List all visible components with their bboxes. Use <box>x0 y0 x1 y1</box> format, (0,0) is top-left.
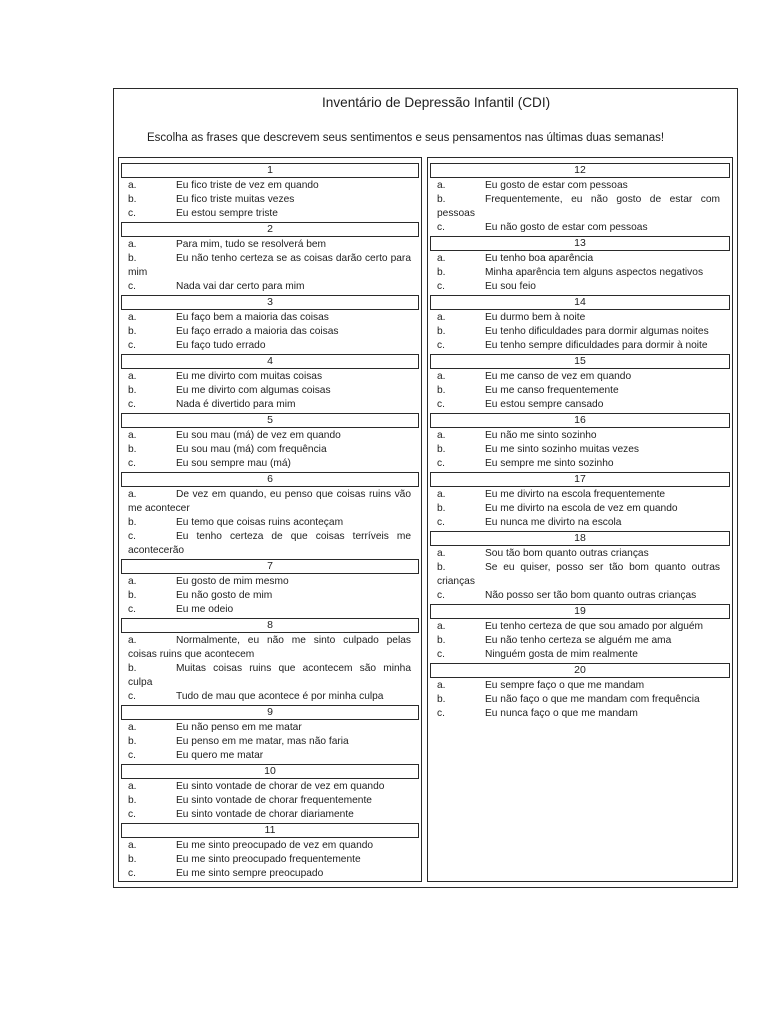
option-letter: b. <box>437 385 446 396</box>
option-line <box>437 311 720 325</box>
question-number: 9 <box>121 705 419 720</box>
option-letter: a. <box>437 548 446 559</box>
option-text: Eu não gosto de estar com pessoas <box>485 222 648 233</box>
answer-option <box>428 429 732 443</box>
option-line <box>437 325 720 339</box>
answer-option <box>428 443 732 457</box>
option-text: Eu não me sinto sozinho <box>485 430 597 441</box>
option-line <box>128 794 411 808</box>
option-letter: a. <box>128 576 137 587</box>
option-text: Eu sinto vontade de chorar diariamente <box>176 809 354 820</box>
option-letter: c. <box>437 590 445 601</box>
option-text: Eu nunca faço o que me mandam <box>485 708 638 719</box>
option-letter: b. <box>437 562 446 573</box>
option-letter: a. <box>128 722 137 733</box>
question-block <box>119 823 421 881</box>
option-letter: b. <box>437 194 446 205</box>
question-number: 18 <box>430 531 730 546</box>
option-text: Tudo de mau que acontece é por minha culpa <box>176 691 384 702</box>
question-number: 3 <box>121 295 419 310</box>
question-number: 12 <box>430 163 730 178</box>
answer-option <box>428 398 732 412</box>
answer-option <box>119 735 421 749</box>
option-line <box>128 839 411 853</box>
option-letter: c. <box>128 604 136 615</box>
answer-option <box>119 589 421 603</box>
option-letter: c. <box>128 691 136 702</box>
option-text: Eu sinto vontade de chorar frequentemente <box>176 795 372 806</box>
question-number: 14 <box>430 295 730 310</box>
answer-option <box>428 384 732 398</box>
option-text: Eu sou mau (má) com frequência <box>176 444 327 455</box>
option-line <box>128 457 411 471</box>
question-block <box>119 559 421 617</box>
answer-option <box>428 179 732 193</box>
question-block <box>119 222 421 294</box>
option-line <box>128 207 411 221</box>
answer-option <box>428 561 732 589</box>
answer-option <box>428 707 732 721</box>
answer-option <box>119 370 421 384</box>
option-letter: c. <box>437 340 445 351</box>
answer-option <box>119 516 421 530</box>
answer-option <box>119 325 421 339</box>
question-number: 8 <box>121 618 419 633</box>
instructions-text: Escolha as frases que descrevem seus sentimentos e seus pensamentos nas últimas duas semanas! <box>147 132 665 144</box>
option-text: Eu tenho boa aparência <box>485 253 594 264</box>
option-letter: c. <box>128 281 136 292</box>
option-line <box>128 662 411 676</box>
question-number: 2 <box>121 222 419 237</box>
option-text: Eu não gosto de mim <box>176 590 273 601</box>
inventory-sheet <box>113 88 738 888</box>
answer-option <box>119 238 421 252</box>
question-number: 1 <box>121 163 419 178</box>
option-text-continued: acontecerão <box>128 545 185 556</box>
option-line <box>128 589 411 603</box>
answer-option <box>428 325 732 339</box>
option-text: Eu me divirto na escola de vez em quando <box>485 503 678 514</box>
option-line <box>437 339 720 353</box>
question-column-left <box>118 157 422 882</box>
option-line <box>128 252 411 266</box>
option-line <box>437 429 720 443</box>
question-number: 19 <box>430 604 730 619</box>
question-number: 15 <box>430 354 730 369</box>
answer-option <box>119 457 421 471</box>
answer-option <box>119 867 421 881</box>
option-line <box>128 488 411 502</box>
answer-option <box>428 516 732 530</box>
option-text: Eu faço tudo errado <box>176 340 266 351</box>
question-number: 13 <box>430 236 730 251</box>
option-letter: a. <box>437 253 446 264</box>
option-text: Eu tenho certeza de que coisas terríveis me <box>176 531 411 542</box>
answer-option <box>119 339 421 353</box>
answer-option <box>119 690 421 704</box>
option-line <box>128 325 411 339</box>
option-line <box>128 516 411 530</box>
option-line <box>128 721 411 735</box>
question-number: 5 <box>121 413 419 428</box>
answer-option <box>119 749 421 763</box>
option-text-continued: coisas ruins que acontecem <box>128 649 255 660</box>
answer-option <box>119 808 421 822</box>
option-text-continued: culpa <box>128 677 153 688</box>
option-text: De vez em quando, eu penso que coisas ruins vão <box>176 489 411 500</box>
option-line <box>128 398 411 412</box>
answer-option <box>119 488 421 516</box>
answer-option <box>428 193 732 221</box>
option-letter: b. <box>128 854 137 865</box>
answer-option <box>119 429 421 443</box>
option-letter: c. <box>437 458 445 469</box>
option-letter: b. <box>128 736 137 747</box>
question-block <box>428 531 732 603</box>
option-letter: b. <box>128 385 137 396</box>
question-block <box>428 604 732 662</box>
option-letter: a. <box>128 239 137 250</box>
option-line <box>128 780 411 794</box>
answer-option <box>119 280 421 294</box>
option-letter: c. <box>128 531 136 542</box>
option-text: Eu me sinto sozinho muitas vezes <box>485 444 640 455</box>
answer-option <box>119 398 421 412</box>
option-letter: b. <box>128 590 137 601</box>
question-block <box>428 163 732 235</box>
option-text: Eu sou mau (má) de vez em quando <box>176 430 341 441</box>
option-text: Para mim, tudo se resolverá bem <box>176 239 327 250</box>
option-line <box>437 561 720 575</box>
answer-option <box>428 648 732 662</box>
option-line <box>437 620 720 634</box>
question-number: 20 <box>430 663 730 678</box>
option-line <box>437 634 720 648</box>
question-number: 6 <box>121 472 419 487</box>
option-text: Eu me canso frequentemente <box>485 385 619 396</box>
option-text: Eu quero me matar <box>176 750 264 761</box>
option-text: Eu tenho certeza de que sou amado por alguém <box>485 621 704 632</box>
option-text: Nada vai dar certo para mim <box>176 281 305 292</box>
option-text: Eu estou sempre triste <box>176 208 278 219</box>
option-line <box>128 339 411 353</box>
option-letter: c. <box>437 222 445 233</box>
answer-option <box>428 634 732 648</box>
option-text-continued: crianças <box>437 576 475 587</box>
option-text: Eu sempre me sinto sozinho <box>485 458 614 469</box>
answer-option <box>428 311 732 325</box>
option-letter: a. <box>128 635 137 646</box>
option-text: Eu faço bem a maioria das coisas <box>176 312 329 323</box>
option-letter: b. <box>128 663 137 674</box>
option-line <box>437 384 720 398</box>
option-letter: b. <box>437 635 446 646</box>
option-letter: c. <box>128 399 136 410</box>
option-text: Eu gosto de estar com pessoas <box>485 180 628 191</box>
question-block <box>428 354 732 412</box>
option-text: Eu me sinto preocupado de vez em quando <box>176 840 374 851</box>
option-text: Eu sempre faço o que me mandam <box>485 680 645 691</box>
question-block <box>119 295 421 353</box>
option-letter: a. <box>128 430 137 441</box>
option-text: Se eu quiser, posso ser tão bom quanto outras <box>485 562 720 573</box>
option-line <box>128 193 411 207</box>
answer-option <box>119 780 421 794</box>
option-text-continued: pessoas <box>437 208 475 219</box>
answer-option <box>428 457 732 471</box>
option-line <box>437 679 720 693</box>
question-block <box>428 295 732 353</box>
option-letter: b. <box>437 326 446 337</box>
answer-option <box>119 193 421 207</box>
option-line <box>128 238 411 252</box>
answer-option <box>428 252 732 266</box>
option-text: Eu sou sempre mau (má) <box>176 458 291 469</box>
question-number: 16 <box>430 413 730 428</box>
option-letter: c. <box>437 399 445 410</box>
answer-option <box>119 839 421 853</box>
answer-option <box>428 679 732 693</box>
question-block <box>428 236 732 294</box>
question-block <box>119 618 421 704</box>
option-text: Frequentemente, eu não gosto de estar com <box>485 194 720 205</box>
option-letter: b. <box>437 444 446 455</box>
option-letter: a. <box>437 180 446 191</box>
option-letter: b. <box>128 326 137 337</box>
option-text: Não posso ser tão bom quanto outras crianças <box>485 590 697 601</box>
option-letter: b. <box>128 795 137 806</box>
answer-option <box>428 221 732 235</box>
option-letter: c. <box>128 340 136 351</box>
answer-option <box>428 266 732 280</box>
option-letter: a. <box>437 312 446 323</box>
option-line <box>128 690 411 704</box>
option-line <box>128 603 411 617</box>
option-letter: b. <box>128 444 137 455</box>
option-text: Eu não tenho certeza se as coisas darão certo para <box>176 253 411 264</box>
option-text-continued: mim <box>128 267 148 278</box>
option-line <box>437 502 720 516</box>
question-block <box>119 354 421 412</box>
option-letter: c. <box>437 517 445 528</box>
question-block <box>119 163 421 221</box>
answer-option <box>428 693 732 707</box>
option-text: Ninguém gosta de mim realmente <box>485 649 638 660</box>
document-title: Inventário de Depressão Infantil (CDI) <box>322 95 551 110</box>
option-line <box>128 280 411 294</box>
option-text: Eu tenho dificuldades para dormir algumas noites <box>485 326 709 337</box>
option-text: Eu me odeio <box>176 604 234 615</box>
option-line <box>128 370 411 384</box>
answer-option <box>119 207 421 221</box>
answer-option <box>119 794 421 808</box>
option-text: Muitas coisas ruins que acontecem são minha <box>176 663 411 674</box>
answer-option <box>119 384 421 398</box>
option-text: Eu fico triste de vez em quando <box>176 180 319 191</box>
answer-option <box>119 721 421 735</box>
option-line <box>437 193 720 207</box>
option-text: Eu não tenho certeza se alguém me ama <box>485 635 672 646</box>
option-line <box>437 547 720 561</box>
option-letter: b. <box>128 253 137 264</box>
answer-option <box>428 502 732 516</box>
option-text: Eu estou sempre cansado <box>485 399 604 410</box>
option-line <box>437 488 720 502</box>
option-text: Eu durmo bem à noite <box>485 312 586 323</box>
option-text: Minha aparência tem alguns aspectos negativos <box>485 267 704 278</box>
option-letter: b. <box>437 267 446 278</box>
option-letter: a. <box>437 621 446 632</box>
option-text: Nada é divertido para mim <box>176 399 296 410</box>
option-line <box>128 634 411 648</box>
option-line <box>437 252 720 266</box>
option-line <box>437 280 720 294</box>
option-line <box>128 808 411 822</box>
option-text: Eu me canso de vez em quando <box>485 371 632 382</box>
option-line <box>437 648 720 662</box>
option-letter: a. <box>437 489 446 500</box>
option-letter: c. <box>437 708 445 719</box>
answer-option <box>428 488 732 502</box>
option-line <box>128 867 411 881</box>
option-letter: a. <box>437 680 446 691</box>
option-text: Eu me sinto sempre preocupado <box>176 868 324 879</box>
answer-option <box>119 179 421 193</box>
answer-option <box>428 280 732 294</box>
option-line <box>437 266 720 280</box>
option-letter: a. <box>128 489 137 500</box>
option-text: Eu tenho sempre dificuldades para dormir à noite <box>485 340 708 351</box>
option-letter: a. <box>128 180 137 191</box>
option-text: Eu nunca me divirto na escola <box>485 517 622 528</box>
option-line <box>128 311 411 325</box>
option-line <box>128 735 411 749</box>
option-letter: a. <box>437 430 446 441</box>
answer-option <box>428 339 732 353</box>
option-letter: a. <box>128 781 137 792</box>
question-block <box>119 705 421 763</box>
option-letter: a. <box>437 371 446 382</box>
option-letter: c. <box>128 750 136 761</box>
option-line <box>128 384 411 398</box>
answer-option <box>119 575 421 589</box>
answer-option <box>119 443 421 457</box>
option-line <box>128 853 411 867</box>
question-block <box>428 472 732 530</box>
answer-option <box>119 662 421 690</box>
option-text: Eu gosto de mim mesmo <box>176 576 289 587</box>
question-block <box>119 764 421 822</box>
answer-option <box>428 589 732 603</box>
option-text-continued: me acontecer <box>128 503 190 514</box>
option-text: Eu me divirto na escola frequentemente <box>485 489 666 500</box>
option-line <box>128 530 411 544</box>
option-text: Eu me divirto com muitas coisas <box>176 371 323 382</box>
answer-option <box>428 620 732 634</box>
option-text: Eu penso em me matar, mas não faria <box>176 736 349 747</box>
option-text: Eu fico triste muitas vezes <box>176 194 295 205</box>
option-text: Normalmente, eu não me sinto culpado pelas <box>176 635 411 646</box>
option-letter: b. <box>437 694 446 705</box>
option-line <box>437 398 720 412</box>
option-line <box>437 179 720 193</box>
option-line <box>437 443 720 457</box>
question-number: 4 <box>121 354 419 369</box>
option-text: Eu faço errado a maioria das coisas <box>176 326 339 337</box>
option-text: Eu temo que coisas ruins aconteçam <box>176 517 344 528</box>
option-line <box>437 221 720 235</box>
option-line <box>128 429 411 443</box>
option-letter: b. <box>128 194 137 205</box>
option-text: Eu sou feio <box>485 281 536 292</box>
answer-option <box>119 603 421 617</box>
question-number: 17 <box>430 472 730 487</box>
answer-option <box>119 530 421 558</box>
option-letter: c. <box>128 809 136 820</box>
option-line <box>128 179 411 193</box>
option-letter: c. <box>437 281 445 292</box>
question-number: 11 <box>121 823 419 838</box>
answer-option <box>119 252 421 280</box>
option-text: Eu não penso em me matar <box>176 722 302 733</box>
option-letter: a. <box>128 312 137 323</box>
option-letter: c. <box>437 649 445 660</box>
option-line <box>437 707 720 721</box>
option-line <box>128 443 411 457</box>
question-number: 10 <box>121 764 419 779</box>
option-line <box>128 749 411 763</box>
answer-option <box>119 634 421 662</box>
option-line <box>437 589 720 603</box>
question-block <box>119 472 421 558</box>
option-letter: c. <box>128 868 136 879</box>
question-block <box>428 413 732 471</box>
option-text: Sou tão bom quanto outras crianças <box>485 548 649 559</box>
option-letter: c. <box>128 208 136 219</box>
option-letter: a. <box>128 371 137 382</box>
option-text: Eu me divirto com algumas coisas <box>176 385 331 396</box>
option-letter: b. <box>128 517 137 528</box>
option-line <box>437 457 720 471</box>
option-text: Eu sinto vontade de chorar de vez em quando <box>176 781 385 792</box>
answer-option <box>428 370 732 384</box>
option-letter: a. <box>128 840 137 851</box>
option-line <box>437 370 720 384</box>
question-column-right <box>427 157 733 882</box>
question-number: 7 <box>121 559 419 574</box>
question-block <box>119 413 421 471</box>
option-text: Eu não faço o que me mandam com frequência <box>485 694 700 705</box>
answer-option <box>428 547 732 561</box>
question-block <box>428 663 732 721</box>
option-line <box>437 516 720 530</box>
option-text: Eu me sinto preocupado frequentemente <box>176 854 361 865</box>
option-letter: b. <box>437 503 446 514</box>
option-line <box>437 693 720 707</box>
option-line <box>128 575 411 589</box>
answer-option <box>119 311 421 325</box>
option-letter: c. <box>128 458 136 469</box>
answer-option <box>119 853 421 867</box>
